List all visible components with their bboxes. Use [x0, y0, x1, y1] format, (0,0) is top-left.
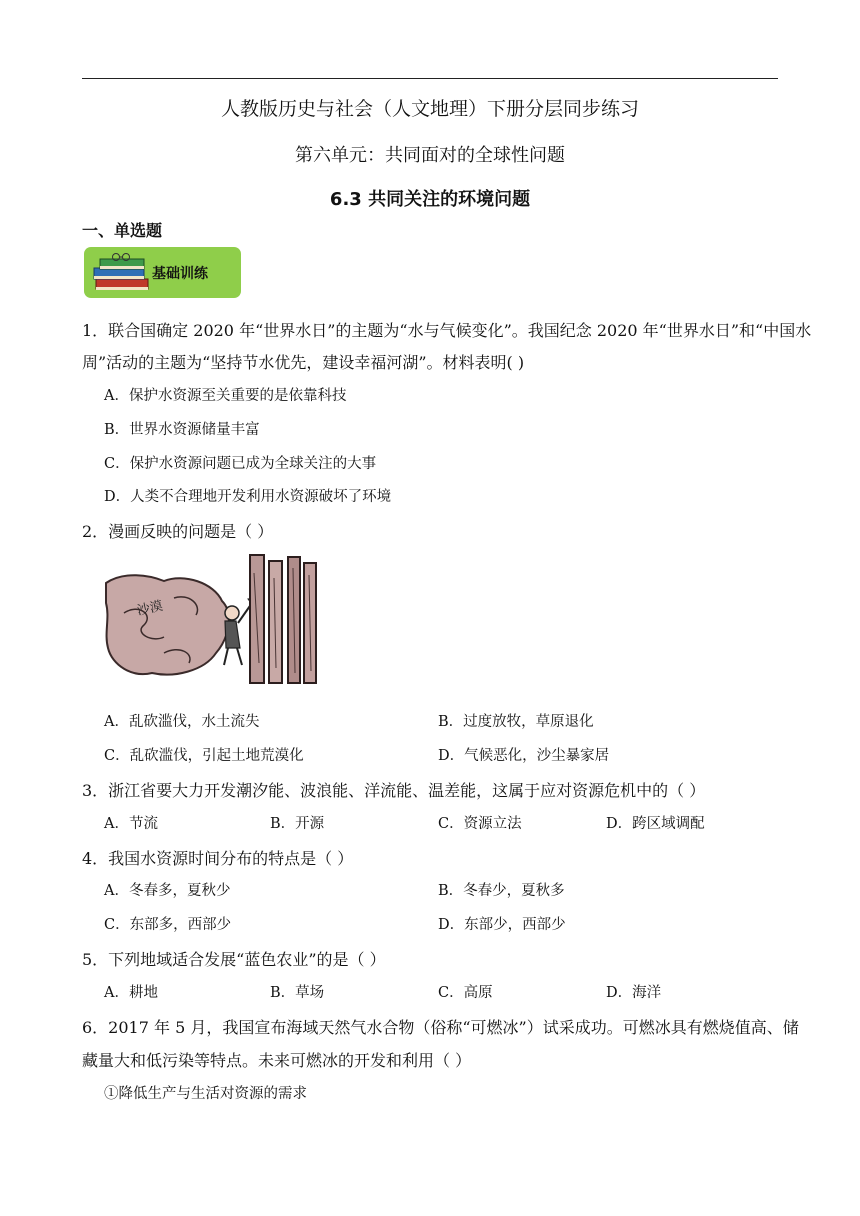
question-2-option-c[interactable]: C．乱砍滥伐，引起土地荒漠化	[104, 748, 304, 764]
header-rule	[82, 78, 778, 79]
question-1-option-b[interactable]: B．世界水资源储量丰富	[104, 422, 260, 438]
question-4-option-d[interactable]: D．东部少，西部少	[438, 917, 566, 933]
question-6-line-2: 藏量大和低污染等特点。未来可燃冰的开发和利用（ ）	[82, 1051, 472, 1070]
question-3-option-d[interactable]: D．跨区域调配	[606, 816, 705, 832]
question-5-stem: 5．下列地域适合发展“蓝色农业”的是（ ）	[82, 950, 386, 969]
books-icon	[92, 253, 154, 295]
unit-title: 第六单元：共同面对的全球性问题	[295, 145, 565, 166]
question-5-option-a[interactable]: A．耕地	[104, 985, 158, 1001]
question-4-stem: 4．我国水资源时间分布的特点是（ ）	[82, 849, 354, 868]
question-2-option-d[interactable]: D．气候恶化，沙尘暴家居	[438, 748, 610, 764]
question-1-line-1: 1．联合国确定 2020 年“世界水日”的主题为“水与气候变化”。我国纪念 2020 年“世界水日”和“中国水	[82, 321, 812, 340]
question-1-line-2: 周”活动的主题为“坚持节水优先，建设幸福河湖”。材料表明( )	[82, 353, 525, 372]
question-3-option-b[interactable]: B．开源	[270, 816, 325, 832]
desertification-cartoon-image	[104, 553, 320, 684]
question-3-option-a[interactable]: A．节流	[104, 816, 158, 832]
question-2-option-b[interactable]: B．过度放牧，草原退化	[438, 714, 594, 730]
question-5-option-c[interactable]: C．高原	[438, 985, 493, 1001]
question-3-stem: 3．浙江省要大力开发潮汐能、波浪能、洋流能、温差能，这属于应对资源危机中的（ ）	[82, 781, 706, 800]
question-5-option-b[interactable]: B．草场	[270, 985, 325, 1001]
question-2-option-a[interactable]: A．乱砍滥伐，水土流失	[104, 714, 260, 730]
question-4-option-c[interactable]: C．东部多，西部少	[104, 917, 232, 933]
question-6-option-1[interactable]: ①降低生产与生活对资源的需求	[104, 1086, 307, 1102]
document-title: 人教版历史与社会（人文地理）下册分层同步练习	[220, 98, 639, 120]
question-2-stem: 2．漫画反映的问题是（ ）	[82, 522, 274, 541]
question-1-option-d[interactable]: D．人类不合理地开发利用水资源破坏了环境	[104, 489, 392, 505]
question-5-option-d[interactable]: D．海洋	[606, 985, 662, 1001]
question-4-option-a[interactable]: A．冬春多，夏秋少	[104, 883, 231, 899]
question-4-option-b[interactable]: B．冬春少，夏秋多	[438, 883, 565, 899]
question-3-option-c[interactable]: C．资源立法	[438, 816, 522, 832]
badge-label: 基础训练	[152, 266, 208, 282]
basic-training-badge	[84, 247, 241, 298]
section-heading: 一、单选题	[82, 221, 163, 240]
cartoon-caption: 沙漠	[135, 598, 165, 619]
question-1-option-a[interactable]: A．保护水资源至关重要的是依靠科技	[104, 388, 347, 404]
question-1-option-c[interactable]: C．保护水资源问题已成为全球关注的大事	[104, 456, 377, 472]
lesson-title: 6.3 共同关注的环境问题	[329, 189, 531, 210]
question-6-line-1: 6．2017 年 5 月，我国宣布海域天然气水合物（俗称“可燃冰”）试采成功。可燃冰具有燃烧值高、储	[82, 1018, 799, 1037]
